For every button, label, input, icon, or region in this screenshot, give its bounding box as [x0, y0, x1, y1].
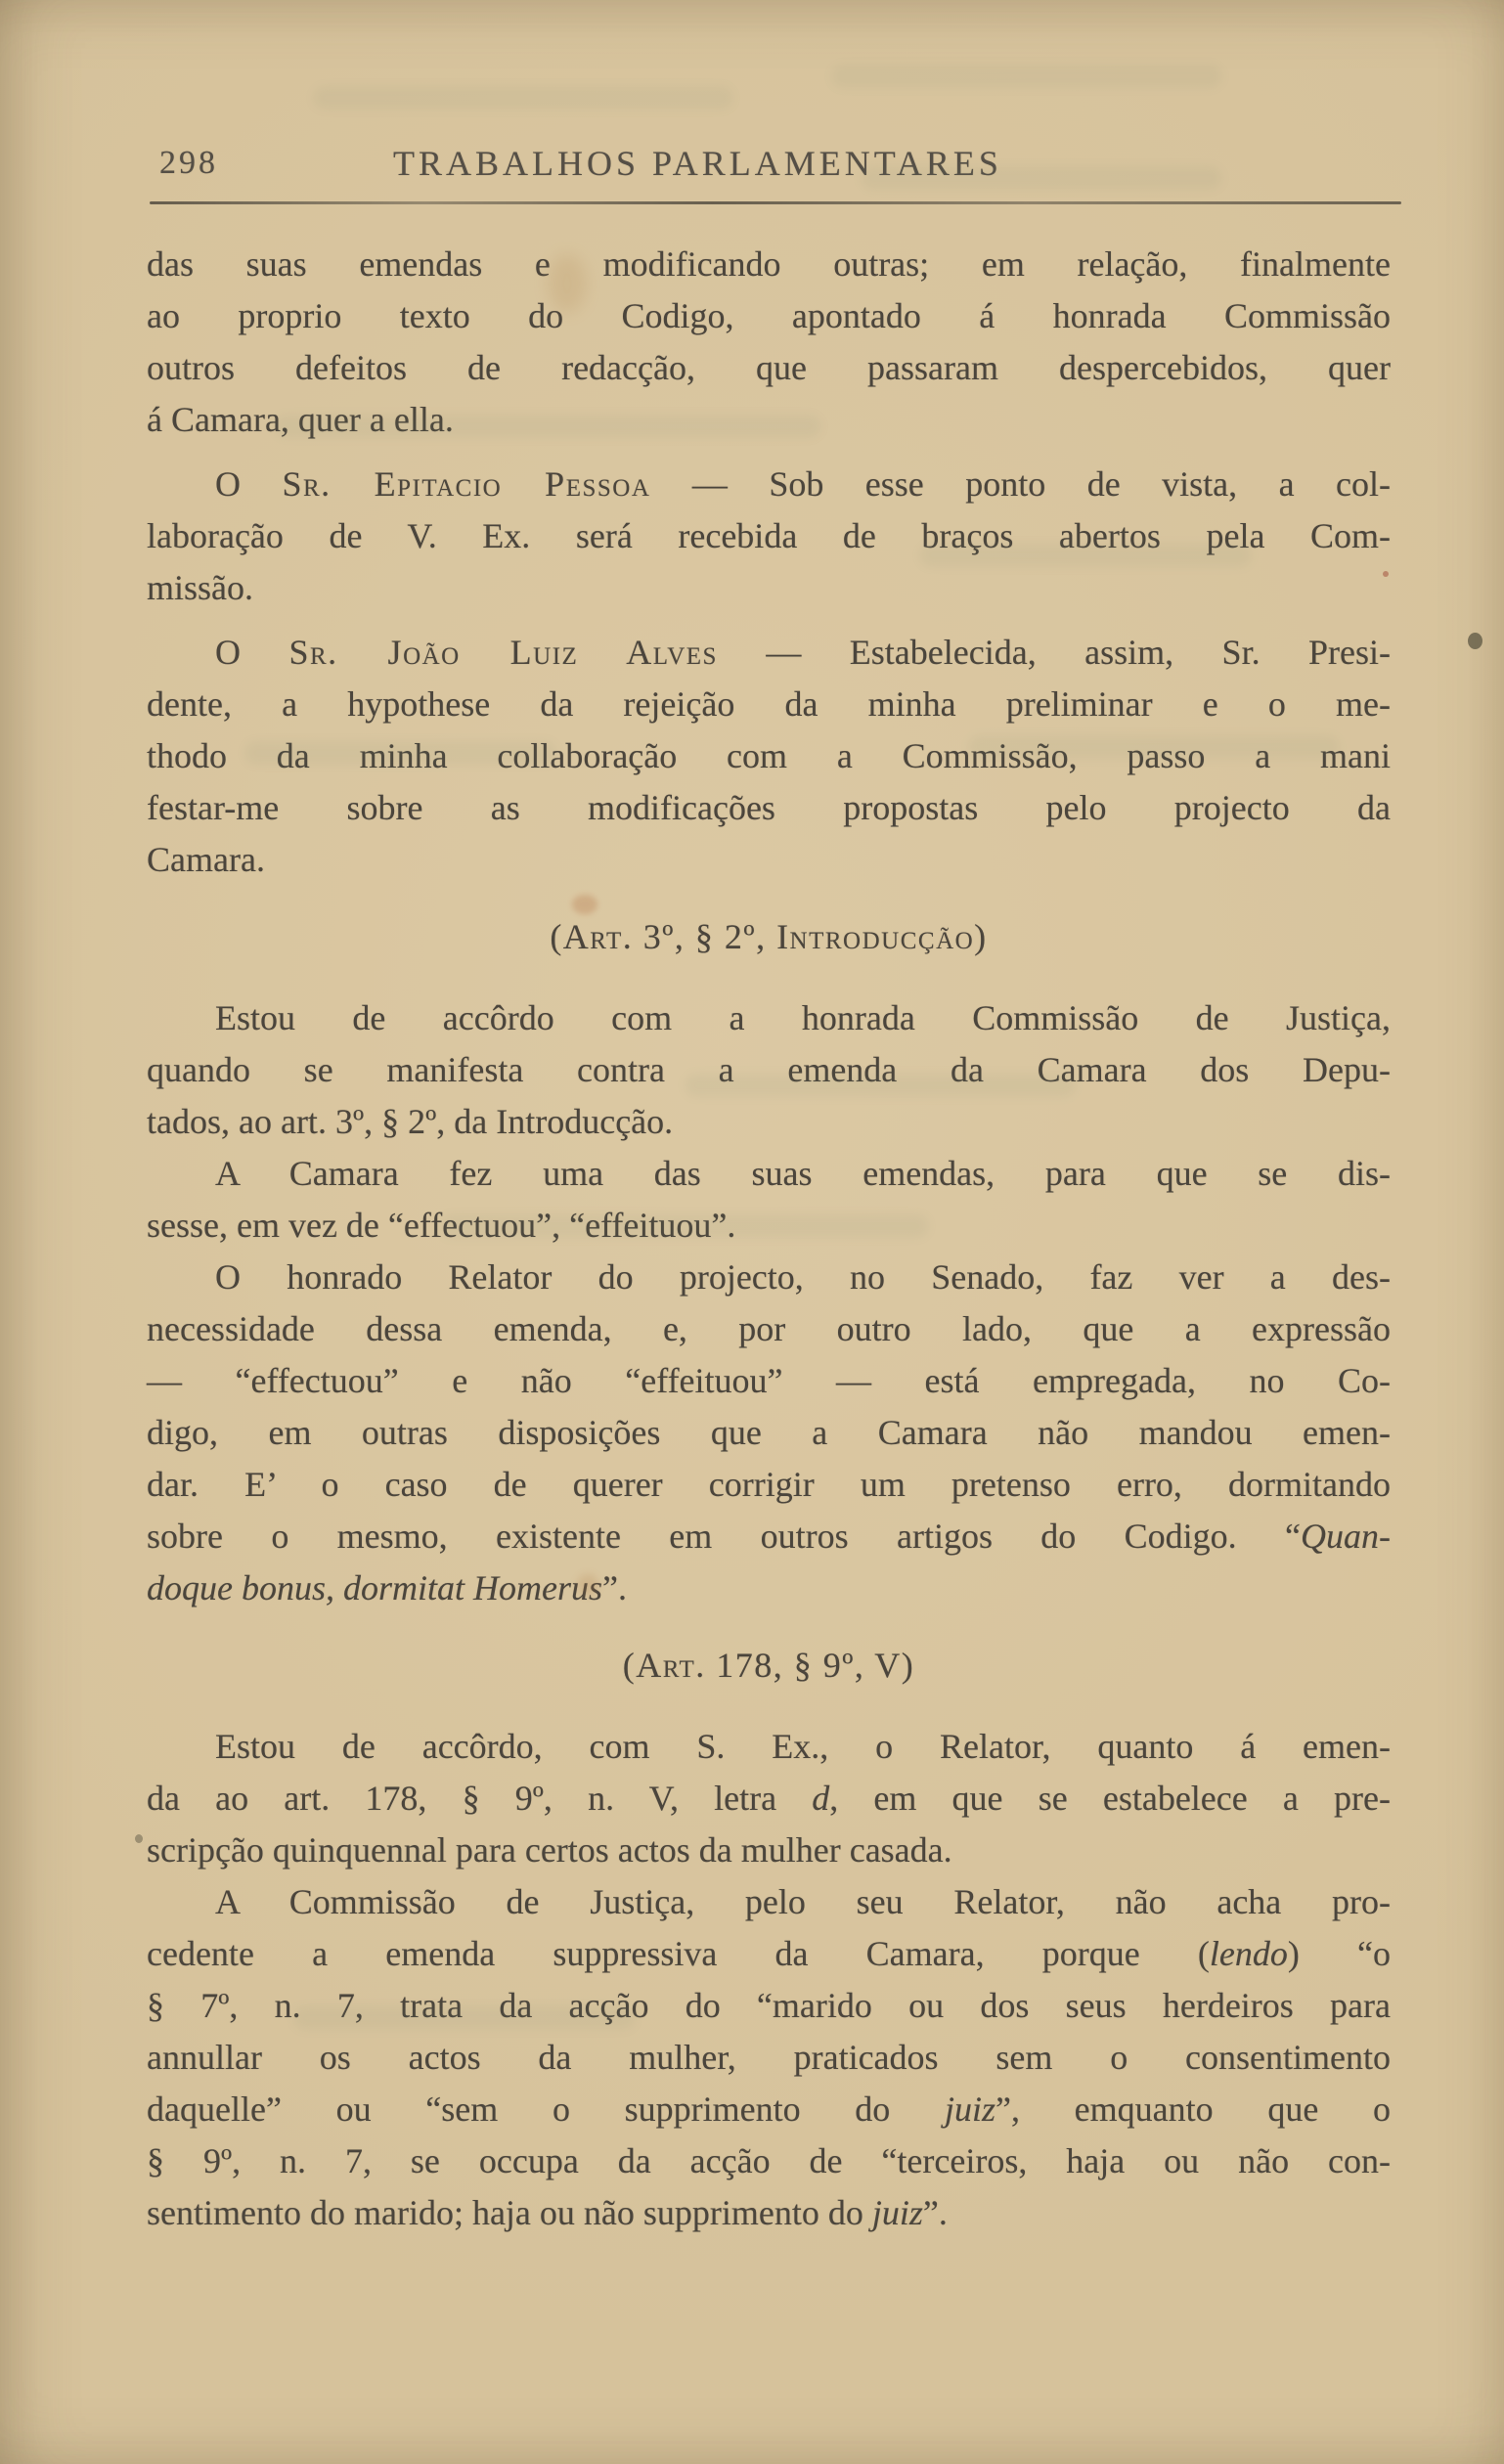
ink-blot-artifact	[1468, 633, 1482, 649]
show-through-artifact	[313, 86, 733, 110]
section-heading	[147, 1640, 1391, 1692]
text-line	[147, 992, 1391, 1044]
text-line	[147, 627, 1391, 679]
page-body	[147, 239, 1391, 2239]
section-heading	[147, 911, 1391, 963]
paragraph	[147, 1876, 1391, 2239]
text-segment: Quan-	[1301, 1517, 1391, 1556]
text-segment: lendo	[1209, 1934, 1288, 1973]
text-line	[147, 1980, 1391, 2032]
text-line	[147, 1148, 1391, 1200]
paragraph	[147, 1252, 1391, 1614]
text-line	[147, 1928, 1391, 1980]
text-line	[147, 1303, 1391, 1355]
text-segment: digo, em outras disposições que a Camara não mandou emen-	[147, 1413, 1391, 1452]
text-segment: Estou de accôrdo com a honrada Commissão de Justiça,	[215, 998, 1391, 1037]
text-segment: § 7º, n. 7, trata da acção do “marido ou dos seus herdeiros para	[147, 1986, 1391, 2025]
text-line	[147, 2187, 1391, 2239]
text-segment: A Commissão de Justiça, pelo seu Relator, não acha pro-	[215, 1882, 1391, 1921]
text-line	[147, 394, 1391, 446]
text-segment: A Camara fez uma das suas emendas, para que se dis-	[215, 1154, 1391, 1193]
text-segment: sobre o mesmo, existente em outros artigos do Codigo. “	[147, 1517, 1301, 1556]
text-segment: Estou de accôrdo, com S. Ex., o Relator, quanto á emen-	[215, 1727, 1391, 1766]
text-segment: ao proprio texto do Codigo, apontado á honrada Commissão	[147, 296, 1391, 335]
text-segment: O	[215, 464, 283, 504]
text-segment: annullar os actos da mulher, praticados sem o consentimento	[147, 2038, 1391, 2077]
text-segment: — Estabelecida, assim, Sr. Presi-	[717, 633, 1392, 672]
text-line	[147, 1773, 1391, 1825]
text-line	[147, 911, 1391, 963]
header-rule	[150, 201, 1401, 204]
text-segment: cedente a emenda suppressiva da Camara, porque (	[147, 1934, 1210, 1973]
text-segment: á Camara, quer a ella.	[147, 400, 454, 439]
paragraph	[147, 1721, 1391, 1876]
text-line	[147, 1876, 1391, 1928]
text-segment: thodo da minha collaboração com a Commissão, passo a mani	[147, 736, 1391, 775]
text-segment: festar-me sobre as modificações propostas pelo projecto da	[147, 788, 1391, 827]
text-segment: doque bonus, dormitat Homerus	[147, 1568, 602, 1607]
text-segment: § 9º, n. 7, se occupa da acção de “terceiros, haja ou não con-	[147, 2141, 1391, 2180]
text-segment: dar. E’ o caso de querer corrigir um pretenso erro, dormitando	[147, 1465, 1391, 1504]
paragraph	[147, 992, 1391, 1148]
paragraph	[147, 459, 1391, 614]
text-segment: quando se manifesta contra a emenda da Camara dos Depu-	[147, 1050, 1391, 1089]
text-segment: O	[215, 633, 289, 672]
paragraph	[147, 239, 1391, 446]
text-line	[147, 1252, 1391, 1303]
text-line	[147, 342, 1391, 394]
text-line	[147, 1407, 1391, 1459]
text-segment: sentimento do marido; haja ou não supprimento do	[147, 2193, 872, 2232]
paragraph	[147, 627, 1391, 886]
ink-blot-artifact	[135, 1834, 143, 1843]
text-line	[147, 459, 1391, 510]
text-line	[147, 782, 1391, 834]
text-segment: scripção quinquennal para certos actos da mulher casada.	[147, 1830, 952, 1870]
text-segment: Camara.	[147, 840, 265, 879]
text-segment: d	[812, 1779, 830, 1818]
text-line	[147, 1721, 1391, 1773]
text-segment: necessidade dessa emenda, e, por outro lado, que a expressão	[147, 1309, 1391, 1348]
text-segment: (Art. 178, § 9º, V)	[622, 1646, 915, 1685]
text-line	[147, 2135, 1391, 2187]
text-segment: outros defeitos de redacção, que passaram despercebidos, quer	[147, 348, 1391, 387]
text-line	[147, 1044, 1391, 1096]
running-title: TRABALHOS PARLAMENTARES	[393, 144, 1002, 183]
text-segment: O honrado Relator do projecto, no Senado, faz ver a des-	[215, 1257, 1391, 1297]
text-segment: ”.	[602, 1568, 627, 1607]
text-segment: (Art. 3º, § 2º, Introducção)	[550, 917, 988, 956]
text-line	[147, 239, 1391, 290]
text-segment: , em que se estabelece a pre-	[829, 1779, 1392, 1818]
text-line	[147, 562, 1391, 614]
text-segment: das suas emendas e modificando outras; em relação, finalmente	[147, 244, 1391, 284]
paragraph	[147, 1148, 1391, 1252]
text-line	[147, 1459, 1391, 1511]
page-number: 298	[159, 145, 218, 181]
text-line	[147, 1200, 1391, 1252]
text-line	[147, 290, 1391, 342]
text-line	[147, 1096, 1391, 1148]
text-segment: dente, a hypothese da rejeição da minha preliminar e o me-	[147, 684, 1391, 724]
text-segment: missão.	[147, 568, 254, 607]
text-line	[147, 1355, 1391, 1407]
text-segment: — “effectuou” e não “effeituou” — está empregada, no Co-	[147, 1361, 1391, 1400]
text-line	[147, 679, 1391, 730]
show-through-artifact	[831, 65, 1222, 88]
text-segment: Sr. João Luiz Alves	[288, 633, 718, 672]
text-line	[147, 2084, 1391, 2135]
text-line	[147, 1562, 1391, 1614]
text-line	[147, 510, 1391, 562]
text-segment: laboração de V. Ex. será recebida de braços abertos pela Com-	[147, 516, 1391, 555]
text-segment: ”.	[922, 2193, 948, 2232]
text-line	[147, 2032, 1391, 2084]
text-segment: juiz	[871, 2193, 923, 2232]
text-segment: juiz	[945, 2090, 996, 2129]
text-line	[147, 1825, 1391, 1876]
text-segment: ) “o	[1287, 1934, 1391, 1973]
text-segment: sesse, em vez de “effectuou”, “effeituou”.	[147, 1206, 736, 1245]
text-segment: tados, ao art. 3º, § 2º, da Introducção.	[147, 1102, 674, 1141]
text-segment: ”, emquanto que o	[995, 2090, 1391, 2129]
text-segment: daquelle” ou “sem o supprimento do	[147, 2090, 945, 2129]
text-line	[147, 1511, 1391, 1562]
text-segment: Sr. Epitacio Pessoa	[282, 464, 651, 504]
text-segment: da ao art. 178, § 9º, n. V, letra	[147, 1779, 813, 1818]
text-line	[147, 1640, 1391, 1692]
text-line	[147, 730, 1391, 782]
text-line	[147, 834, 1391, 886]
text-segment: — Sob esse ponto de vista, a col-	[650, 464, 1392, 504]
